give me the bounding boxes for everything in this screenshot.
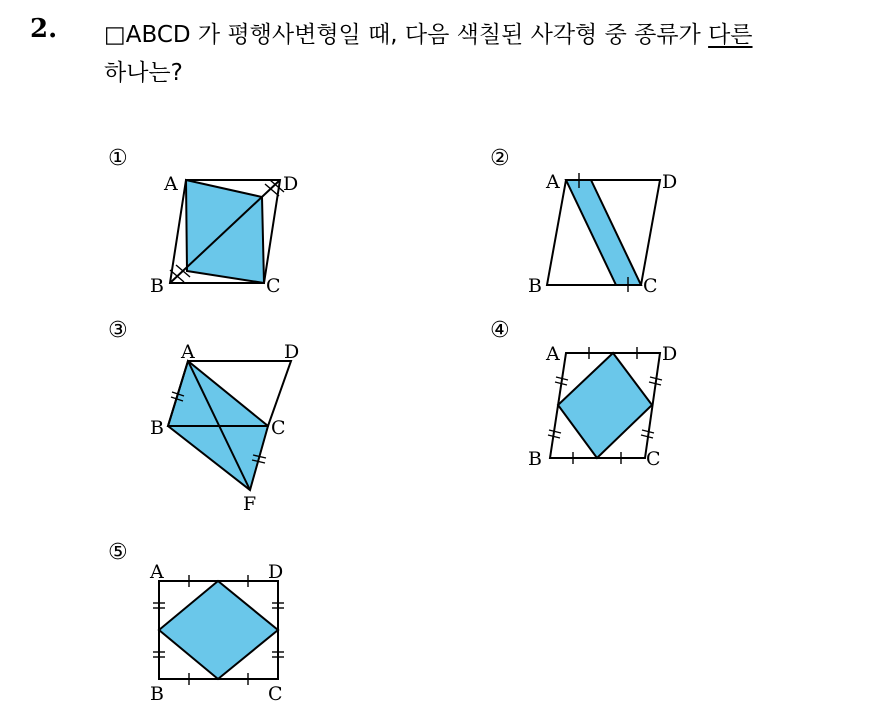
option-4-label-b: B [528, 448, 542, 470]
option-3-marker[interactable]: ③ [108, 318, 128, 343]
option-2-label-d: D [662, 171, 678, 193]
option-5-label-d: D [268, 561, 284, 583]
option-2-label-c: C [643, 275, 658, 297]
option-3-figure[interactable] [150, 341, 299, 515]
option-5-label-a: A [150, 561, 164, 583]
option-3-label-d: D [284, 341, 300, 363]
option-5-label-c: C [268, 683, 283, 705]
option-2-marker[interactable]: ② [490, 146, 510, 171]
option-3-label-c: C [271, 417, 286, 439]
option-3-label-b: B [150, 417, 164, 439]
option-4-label-d: D [662, 343, 678, 365]
option-1-figure[interactable] [150, 173, 298, 297]
question-line-2: 하나는? [104, 60, 183, 86]
option-4-shaded-quad [558, 353, 652, 458]
option-4-marker[interactable]: ④ [490, 318, 510, 343]
option-5-label-b: B [150, 683, 164, 705]
option-2-label-b: B [528, 275, 542, 297]
option-5-shaded-rhombus [159, 581, 278, 679]
option-3-label-a: A [181, 341, 195, 363]
option-2-figure[interactable] [528, 171, 677, 297]
option-1-marker[interactable]: ① [108, 146, 128, 171]
option-4-label-a: A [546, 343, 560, 365]
option-4-label-c: C [646, 448, 661, 470]
option-2-shaded-strip [566, 180, 641, 285]
option-3-label-f: F [243, 493, 257, 515]
question-number: 2. [30, 14, 58, 44]
option-4-figure[interactable] [528, 343, 677, 470]
question-underlined-word: 다른 [708, 22, 753, 48]
option-1-label-c: C [266, 275, 281, 297]
option-2-label-a: A [546, 171, 560, 193]
option-5-figure[interactable] [149, 561, 284, 705]
question-text-1: □ABCD 가 평행사변형일 때, 다음 색칠된 사각형 중 종류가 [104, 22, 709, 48]
option-1-label-b: B [150, 275, 164, 297]
option-1-label-a: A [164, 173, 178, 195]
option-5-marker[interactable]: ⑤ [108, 540, 128, 565]
option-1-label-d: D [283, 173, 299, 195]
